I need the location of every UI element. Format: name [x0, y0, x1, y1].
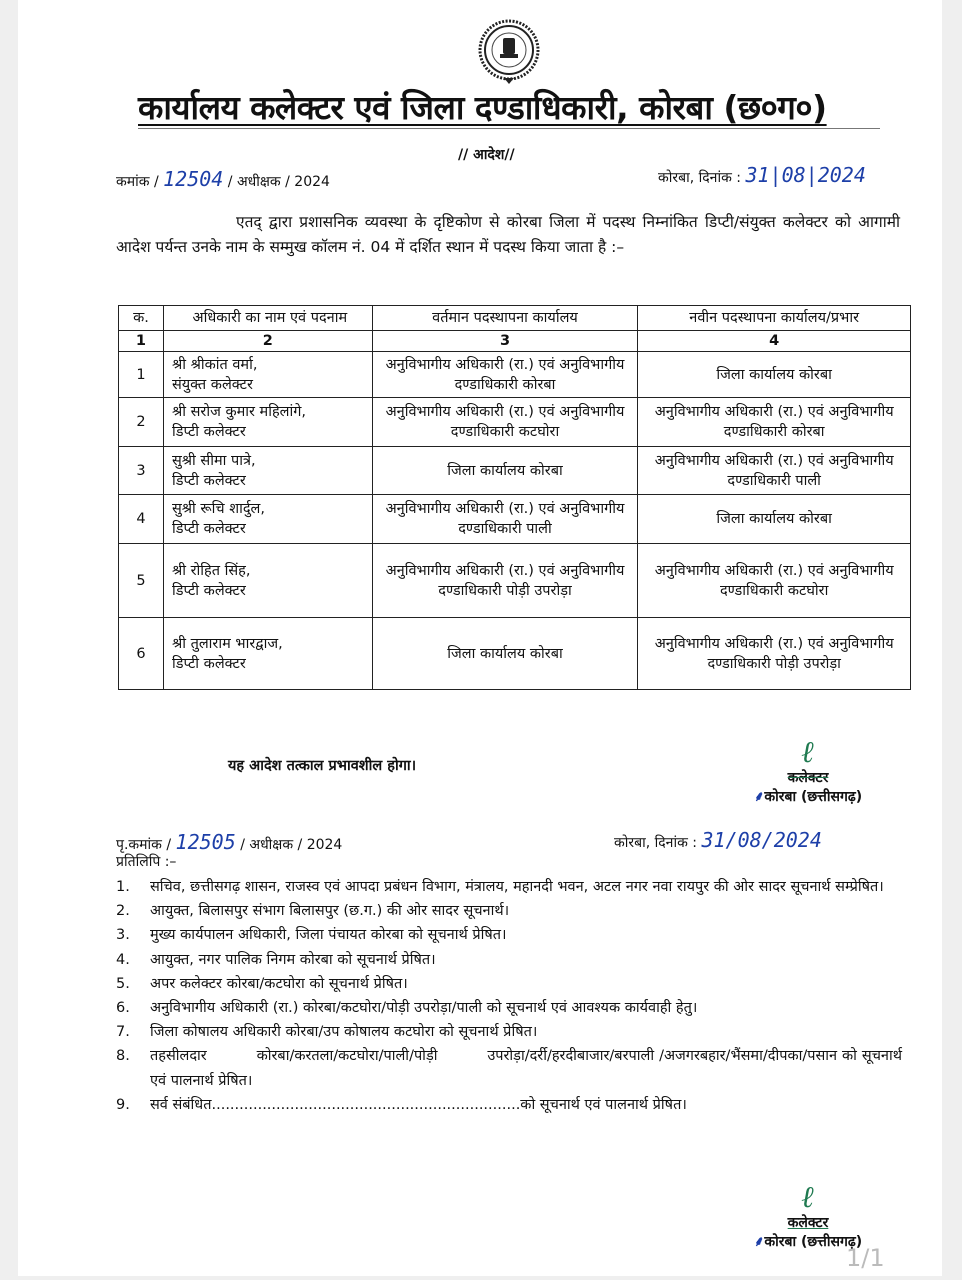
current-posting-cell: अनुविभागीय अधिकारी (रा.) एवं अनुविभागीय दण्डाधिकारी पोड़ी उपरोड़ा — [372, 544, 638, 618]
order-heading: // आदेश// — [458, 147, 515, 163]
new-posting-cell: अनुविभागीय अधिकारी (रा.) एवं अनुविभागीय दण्डाधिकारी पाली — [638, 447, 911, 495]
intro-paragraph: एतद् द्वारा प्रशासनिक व्यवस्था के दृष्टिकोण से कोरबा जिला में पदस्थ निम्नांकित डिप्टी/संयुक्त कलेक्टर को आगामी आदेश पर्यन्त उनके नाम के सम्मुख कॉलम नं. 04 में दर्शित स्थान में पदस्थ किया जाता है :– — [116, 213, 900, 256]
new-posting-cell: अनुविभागीय अधिकारी (रा.) एवं अनुविभागीय दण्डाधिकारी कटघोरा — [638, 544, 911, 618]
item-number: 6. — [116, 1000, 130, 1017]
item-text: सचिव, छत्तीसगढ़ शासन, राजस्व एवं आपदा प्रबंधन विभाग, मंत्रालय, महानदी भवन, अटल नगर नवा रायपुर की ओर सादर सूचनार्थ सम्प्रेषित। — [150, 879, 884, 895]
new-posting-cell: अनुविभागीय अधिकारी (रा.) एवं अनुविभागीय दण्डाधिकारी कोरबा — [638, 398, 911, 447]
officer-designation: डिप्टी कलेक्टर — [171, 655, 246, 672]
copy-to-label: प्रतिलिपि :– — [116, 854, 177, 870]
current-posting-cell: जिला कार्यालय कोरबा — [372, 447, 638, 495]
column-number: 4 — [638, 331, 911, 352]
header-new-posting: नवीन पदस्थापना कार्यालय/प्रभार — [638, 306, 911, 331]
item-text: आयुक्त, नगर पालिक निगम कोरबा को सूचनार्थ प्रेषित। — [150, 951, 436, 968]
row-sno: 6 — [119, 618, 164, 690]
collector-signature-block — [718, 735, 898, 806]
copy-ref-prefix: पृ.कमांक / — [116, 837, 172, 853]
signature-mark: ℓ — [801, 1180, 815, 1215]
item-number: 7. — [116, 1024, 130, 1041]
title-divider — [138, 128, 880, 129]
column-number: 3 — [372, 331, 638, 352]
copy-date: 31/08/2024 — [701, 828, 822, 852]
table-row — [119, 618, 911, 690]
table-row — [119, 447, 911, 495]
item-text: जिला कोषालय अधिकारी कोरबा/उप कोषालय कटघोरा को सूचनार्थ प्रेषित। — [150, 1024, 538, 1041]
effect-statement: यह आदेश तत्काल प्रभावशील होगा। — [228, 758, 417, 774]
order-reference — [116, 167, 330, 191]
new-posting-cell: जिला कार्यालय कोरबा — [638, 352, 911, 398]
signatory-place: ⸙कोरबा (छत्तीसगढ़) — [753, 789, 863, 805]
copy-date-label: कोरबा, दिनांक : — [614, 835, 697, 851]
copy-date-line — [614, 828, 822, 852]
table-row — [119, 352, 911, 398]
copy-recipient-item — [116, 1093, 902, 1117]
signature-mark: ℓ — [801, 735, 815, 770]
table-row — [119, 544, 911, 618]
officer-name: सुश्री सीमा पात्रे, — [171, 452, 256, 469]
copy-recipient-item — [116, 972, 902, 996]
copy-recipient-item — [116, 948, 902, 972]
table-row — [119, 398, 911, 447]
copy-recipient-item — [116, 875, 902, 899]
order-ref-suffix: / अधीक्षक / 2024 — [227, 174, 330, 190]
officer-cell — [163, 495, 372, 544]
collector-signature-block-2 — [718, 1180, 898, 1251]
officer-cell — [163, 447, 372, 495]
item-number: 4. — [116, 951, 130, 968]
row-sno: 3 — [119, 447, 164, 495]
order-date: 31|08|2024 — [745, 163, 866, 187]
column-number: 2 — [163, 331, 372, 352]
row-sno: 2 — [119, 398, 164, 447]
officer-cell — [163, 618, 372, 690]
officer-name: श्री तुलाराम भारद्वाज, — [171, 635, 283, 652]
column-number-row — [119, 331, 911, 352]
item-text: आयुक्त, बिलासपुर संभाग बिलासपुर (छ.ग.) की ओर सादर सूचनार्थ। — [150, 903, 510, 920]
officer-name: सुश्री रूचि शार्दुल, — [171, 501, 265, 517]
posting-table — [118, 305, 911, 690]
row-sno: 1 — [119, 352, 164, 398]
header-sno: क. — [119, 306, 164, 331]
copy-ref-suffix: / अधीक्षक / 2024 — [240, 837, 343, 853]
item-text: अनुविभागीय अधिकारी (रा.) कोरबा/कटघोरा/पोड़ी उपरोड़ा/पाली को सूचनार्थ एवं आवश्यक कार्यवाही हेतु। — [150, 1000, 698, 1017]
order-date-label: कोरबा, दिनांक : — [658, 170, 741, 186]
item-text: अपर कलेक्टर कोरबा/कटघोरा को सूचनार्थ प्रेषित। — [150, 975, 408, 992]
copy-recipient-list — [116, 875, 907, 1117]
copy-recipient-item — [116, 899, 902, 923]
officer-name: श्री रोहित सिंह, — [171, 562, 251, 579]
item-text: मुख्य कार्यपालन अधिकारी, जिला पंचायत कोरबा को सूचनार्थ प्रेषित। — [150, 927, 507, 944]
item-text: तहसीलदार कोरबा/करतला/कटघोरा/पाली/पोड़ी उपरोड़ा/दर्री/हरदीबाजार/बरपाली /अजगरबहार/भैंसमा/दीपका/पसान को सूचनार्थ एवं पालनार्थ प्रेषित। — [150, 1048, 907, 1089]
column-number: 1 — [119, 331, 164, 352]
current-posting-cell: अनुविभागीय अधिकारी (रा.) एवं अनुविभागीय दण्डाधिकारी पाली — [372, 495, 638, 544]
copy-reference — [116, 830, 342, 854]
officer-designation: डिप्टी कलेक्टर — [171, 424, 246, 440]
table-header-row — [119, 306, 911, 331]
copy-recipient-item — [116, 923, 902, 947]
document-page — [18, 0, 942, 1276]
row-sno: 4 — [119, 495, 164, 544]
new-posting-cell: अनुविभागीय अधिकारी (रा.) एवं अनुविभागीय दण्डाधिकारी पोड़ी उपरोड़ा — [638, 618, 911, 690]
item-number: 5. — [116, 975, 130, 992]
officer-name: श्री सरोज कुमार महिलांगे, — [171, 404, 307, 420]
row-sno: 5 — [119, 544, 164, 618]
officer-cell — [163, 544, 372, 618]
office-title: कार्यालय कलेक्टर एवं जिला दण्डाधिकारी, कोरबा (छ०ग०) — [138, 88, 827, 127]
item-number: 9. — [116, 1096, 130, 1113]
officer-designation: संयुक्त कलेक्टर — [171, 376, 253, 393]
table-row — [119, 495, 911, 544]
header-officer: अधिकारी का नाम एवं पदनाम — [163, 306, 372, 331]
officer-designation: डिप्टी कलेक्टर — [171, 472, 246, 489]
copy-recipient-item — [116, 996, 902, 1020]
current-posting-cell: जिला कार्यालय कोरबा — [372, 618, 638, 690]
state-emblem-icon — [476, 16, 542, 88]
order-date-line — [658, 163, 866, 187]
officer-designation: डिप्टी कलेक्टर — [171, 582, 246, 599]
signatory-role: कलेक्टर — [787, 1215, 829, 1231]
officer-cell — [163, 352, 372, 398]
order-ref-prefix: कमांक / — [116, 174, 159, 190]
officer-name: श्री श्रीकांत वर्मा, — [171, 356, 258, 373]
item-number: 1. — [116, 879, 130, 895]
page-indicator: 1/1 — [846, 1244, 885, 1272]
item-number: 8. — [116, 1048, 130, 1065]
item-number: 3. — [116, 927, 130, 944]
copy-ref-number: 12505 — [175, 830, 236, 854]
officer-cell — [163, 398, 372, 447]
order-number: 12504 — [163, 167, 224, 191]
item-number: 2. — [116, 903, 130, 920]
item-text: सर्व संबंधित...................................................................को सूचनार्थ एवं पालनार्थ प्रेषित। — [150, 1096, 687, 1113]
copy-recipient-item — [116, 1020, 902, 1044]
current-posting-cell: अनुविभागीय अधिकारी (रा.) एवं अनुविभागीय दण्डाधिकारी कोरबा — [372, 352, 638, 398]
signatory-role: कलेक्टर — [787, 770, 829, 786]
copy-recipient-item — [116, 1044, 907, 1092]
officer-designation: डिप्टी कलेक्टर — [171, 521, 246, 537]
current-posting-cell: अनुविभागीय अधिकारी (रा.) एवं अनुविभागीय दण्डाधिकारी कटघोरा — [372, 398, 638, 447]
signatory-place: ⸙कोरबा (छत्तीसगढ़) — [753, 1234, 863, 1250]
header-current-posting: वर्तमान पदस्थापना कार्यालय — [372, 306, 638, 331]
new-posting-cell: जिला कार्यालय कोरबा — [638, 495, 911, 544]
